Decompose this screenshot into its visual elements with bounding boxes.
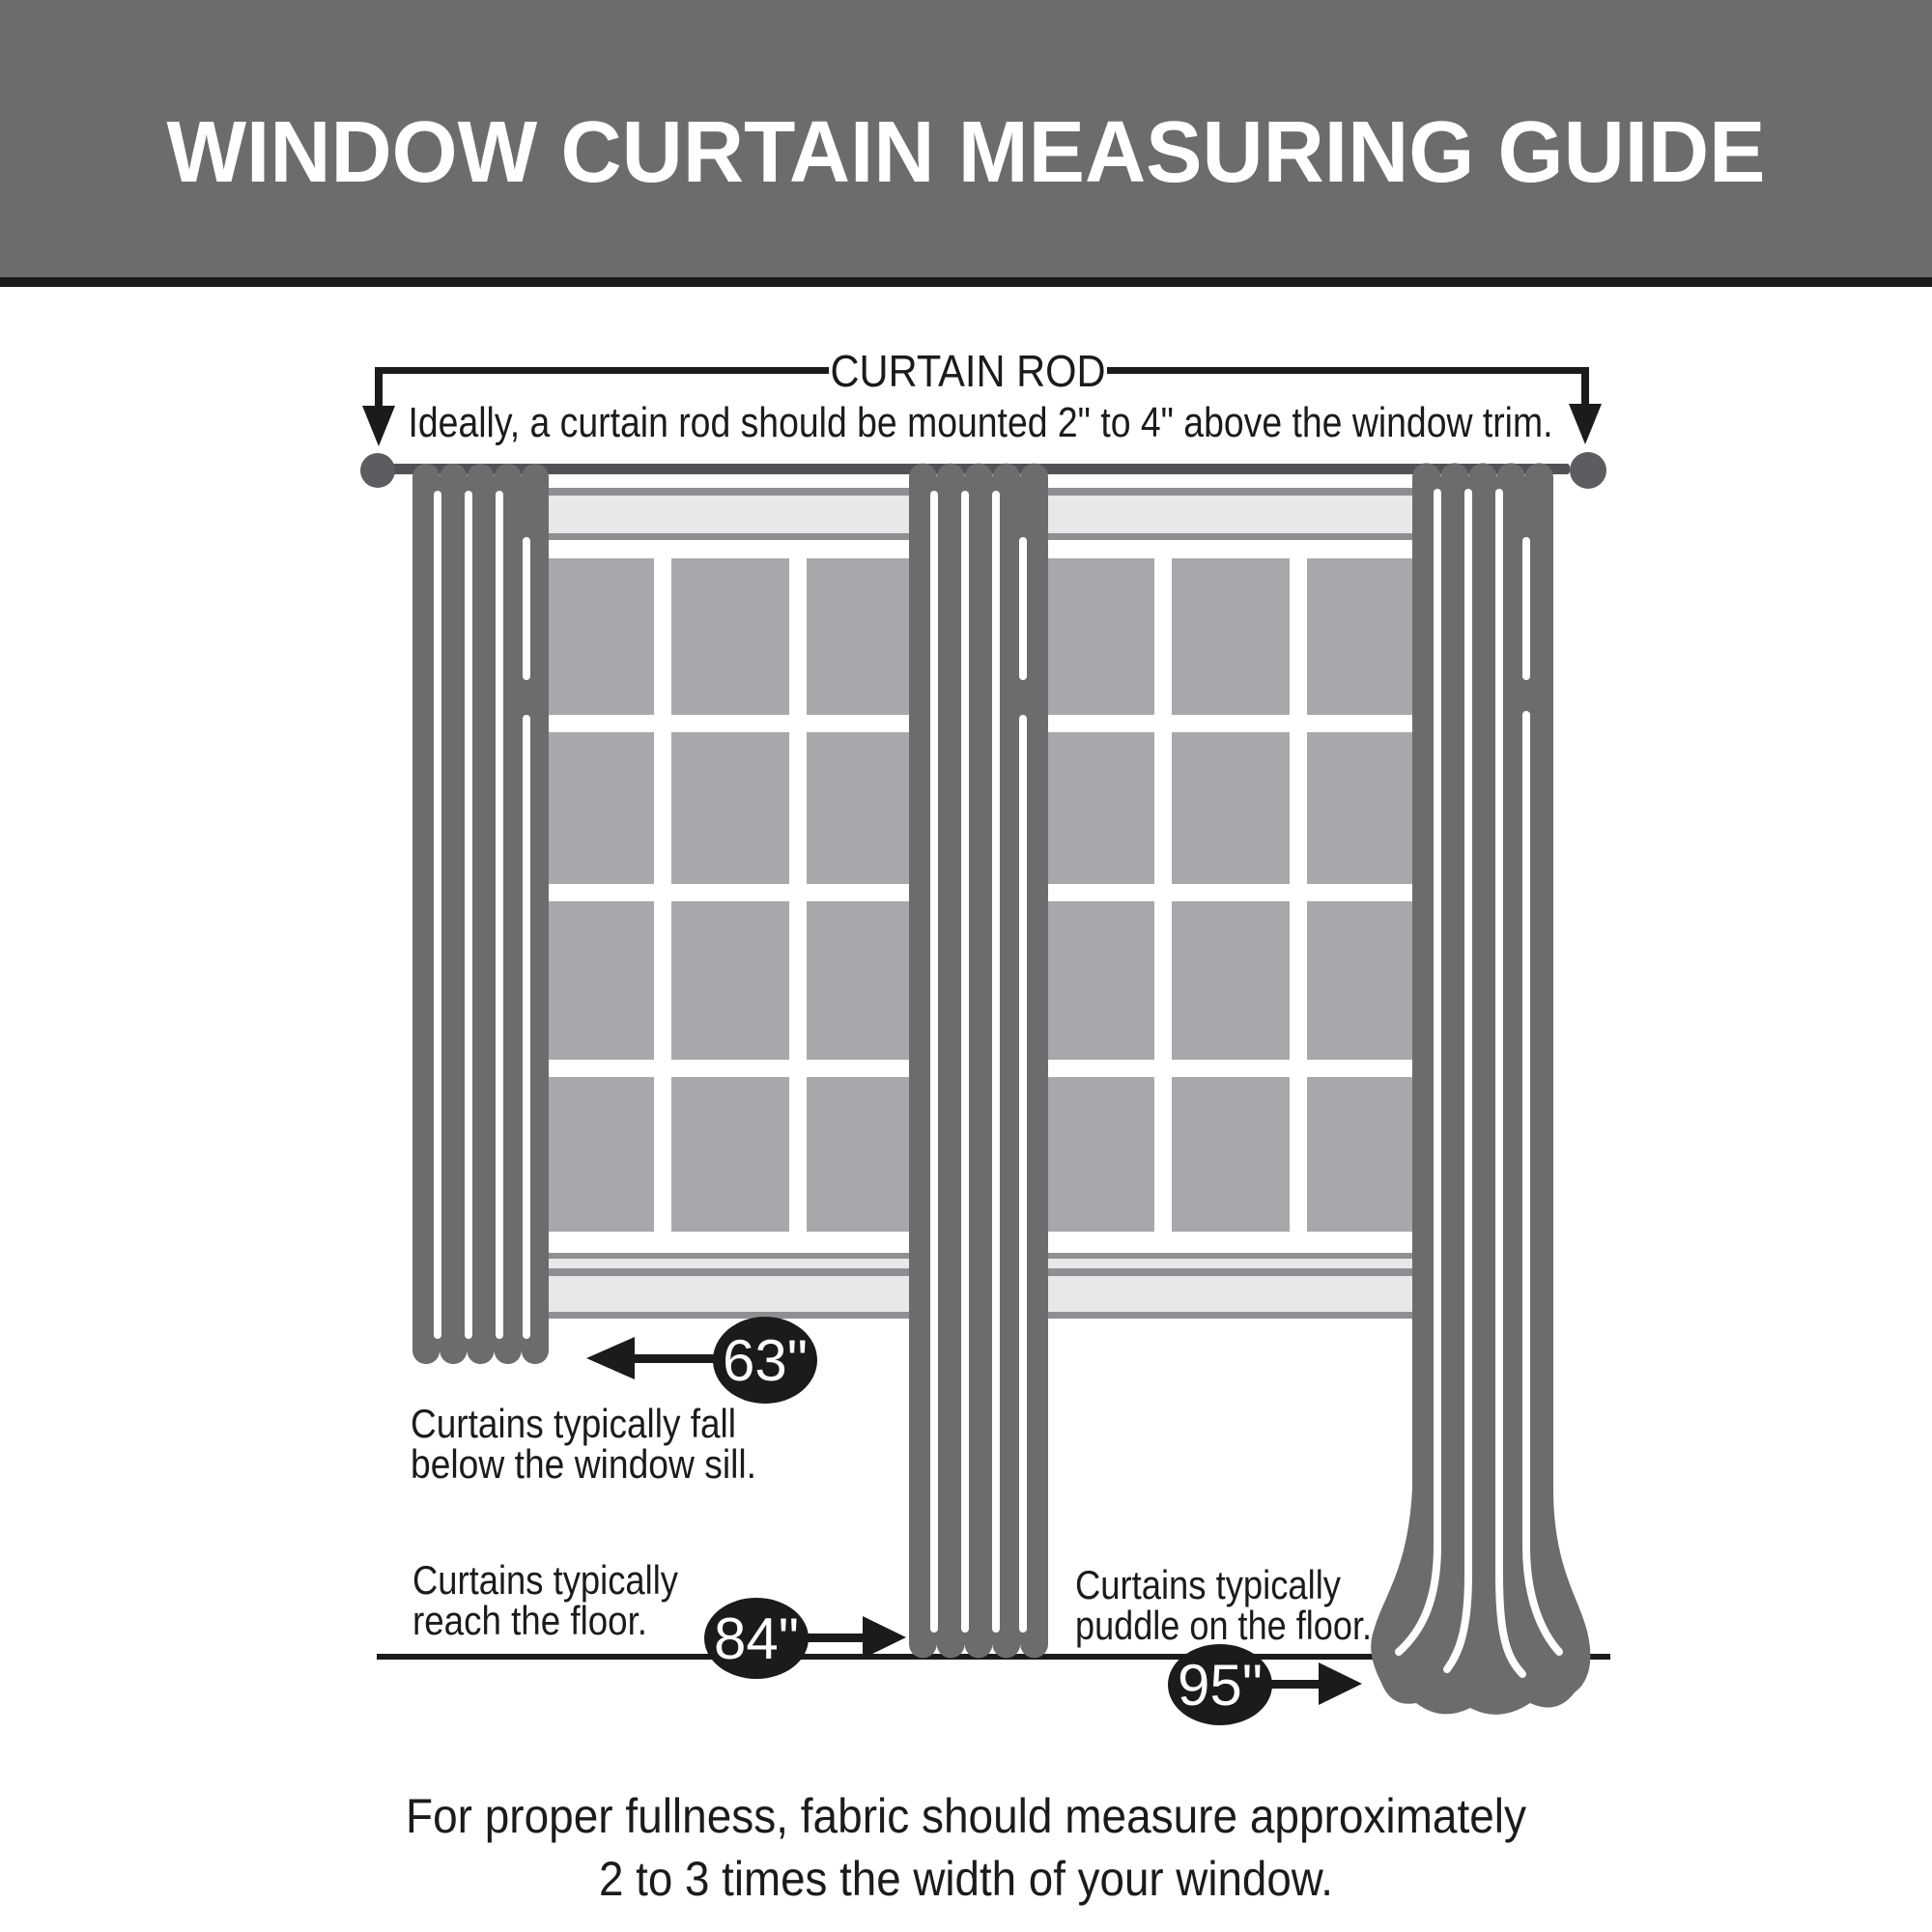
window-pane: [1037, 901, 1154, 1060]
arrow-line: [628, 1354, 715, 1363]
sill-label-line1: Curtains typically fall: [411, 1401, 736, 1446]
sill-label-line2: below the window sill.: [411, 1441, 756, 1487]
window-pane: [807, 558, 924, 715]
pleat-line: [434, 491, 441, 1339]
window-pane: [671, 732, 789, 884]
curtain-middle: [909, 464, 1048, 1659]
pleat-line: [930, 491, 938, 1633]
floor-label-line2: reach the floor.: [412, 1598, 647, 1643]
floor-label-line1: Curtains typically: [412, 1557, 678, 1603]
footer-line1: For proper fullness, fabric should measure approximately: [406, 1789, 1526, 1843]
window-pane: [671, 558, 789, 715]
window-pane: [1172, 732, 1290, 884]
curtain-rod-callout: [362, 346, 1602, 446]
footer-line2: 2 to 3 times the width of your window.: [599, 1852, 1333, 1906]
right-arrow-icon: [1319, 1662, 1362, 1705]
pleat-line: [523, 537, 530, 680]
rod-finial-left: [360, 453, 395, 488]
right-arrow-icon: [863, 1616, 906, 1659]
curtain-left: [412, 464, 549, 1364]
window-pane: [671, 1077, 789, 1232]
window-pane: [1307, 1077, 1425, 1232]
window-pane: [1172, 901, 1290, 1060]
pleat-line: [1019, 537, 1027, 680]
pleat-line: [496, 491, 503, 1339]
window-pane: [1037, 732, 1154, 884]
curtain-rod-note: Ideally, a curtain rod should be mounted 2" to 4" above the window trim.: [408, 399, 1553, 446]
bracket-line-left: [375, 367, 829, 374]
down-arrow-icon: [1569, 404, 1602, 444]
window-pane: [671, 901, 789, 1060]
pleat-line: [961, 491, 969, 1633]
window-pane: [1307, 901, 1425, 1060]
bracket-drop-left: [375, 367, 383, 408]
badge-95-value: 95": [1177, 1653, 1264, 1718]
badge-84-value: 84": [713, 1606, 800, 1671]
badge-63-value: 63": [722, 1328, 809, 1393]
pleat-line: [1019, 715, 1027, 1633]
arrow-line: [1265, 1680, 1323, 1689]
window-pane: [1037, 1077, 1154, 1232]
puddle-label-line2: puddle on the floor.: [1075, 1603, 1372, 1648]
window-sash-right: [1037, 558, 1425, 1232]
measurement-84: [412, 1557, 906, 1679]
window-pane: [807, 732, 924, 884]
window-pane: [536, 732, 654, 884]
pleat-line: [992, 491, 1000, 1633]
pleat-line: [465, 491, 472, 1339]
bracket-line-right: [1107, 367, 1589, 374]
bracket-drop-right: [1581, 367, 1589, 408]
window-pane: [807, 901, 924, 1060]
puddle-label-line1: Curtains typically: [1075, 1562, 1341, 1607]
window-pane: [1037, 558, 1154, 715]
curtain-rod-label: CURTAIN ROD: [830, 346, 1106, 396]
measurement-95: [1075, 1562, 1372, 1725]
window-pane: [1172, 558, 1290, 715]
arrow-line: [800, 1634, 867, 1642]
rod-finial-right: [1570, 452, 1606, 489]
pleat-line: [523, 715, 530, 1339]
curtain-panel: [909, 464, 1048, 1659]
window-pane: [536, 558, 654, 715]
header: [0, 0, 1932, 287]
footer-note: [406, 1789, 1526, 1906]
window-pane: [536, 901, 654, 1060]
down-arrow-icon: [362, 406, 395, 446]
window-pane: [1307, 732, 1425, 884]
window-sash-left: [536, 558, 924, 1232]
left-arrow-icon: [586, 1337, 635, 1379]
page-title: WINDOW CURTAIN MEASURING GUIDE: [166, 104, 1766, 201]
header-divider: [0, 277, 1932, 287]
window-pane: [1307, 558, 1425, 715]
window-pane: [536, 1077, 654, 1232]
window-pane: [1172, 1077, 1290, 1232]
window-pane: [807, 1077, 924, 1232]
